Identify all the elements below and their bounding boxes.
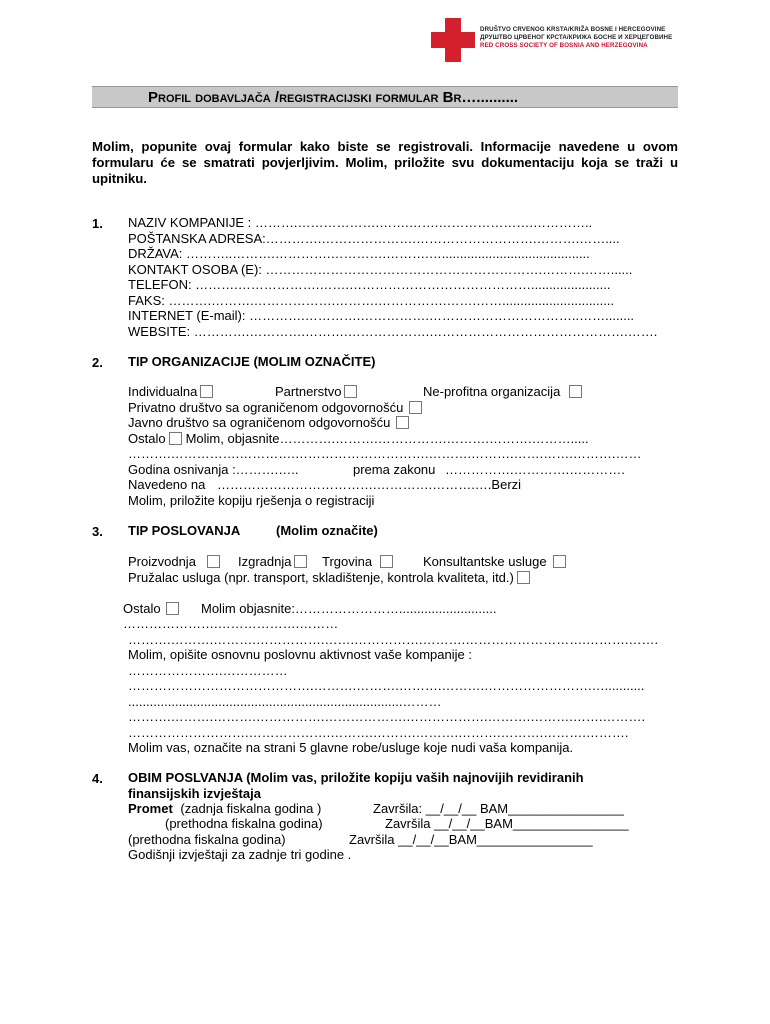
- business-other-label: Ostalo: [123, 601, 161, 616]
- business-other-checkbox[interactable]: [166, 602, 179, 615]
- turnover-row2-period: (prethodna fiskalna godina): [165, 816, 323, 831]
- section1-number: 1.: [92, 216, 103, 231]
- turnover-row2-ended[interactable]: Završila __/__/__BAM________________: [385, 816, 629, 831]
- section2-heading: TIP ORGANIZACIJE (MOLIM OZNAČITE): [128, 354, 376, 369]
- private-company-checkbox[interactable]: [409, 401, 422, 414]
- consulting-option: [423, 554, 566, 569]
- turnover-label: Promet: [128, 801, 173, 816]
- intro-paragraph: Molim, popunite ovaj formular kako biste se registrovali. Informacije navedene u ovom formularu će se smatrati povjerljivim. Molim, priložite svu dokumentaciju koja se traži u upitniku.: [92, 139, 678, 186]
- page-title: Profil dobavljača /registracijski formular Br…..........: [148, 89, 519, 106]
- section4-heading-line1: OBIM POSLVANJA (Molim vas, priložite kopiju vaših najnovijih revidiranih: [128, 770, 584, 785]
- fax-field[interactable]: FAKS: ……….……….……………….……….…………….…….……...............................: [128, 293, 615, 308]
- org-other-label: Ostalo: [128, 431, 166, 446]
- org-other-option: [128, 431, 589, 447]
- postal-address-field[interactable]: POŠTANSKA ADRESA:………….………………….……………………….……….……....: [128, 231, 620, 246]
- phone-field[interactable]: TELEFON: ……….……………….…….……………………………………......................: [128, 277, 611, 292]
- red-cross-logo-icon: [431, 18, 475, 62]
- turnover-row3-ended[interactable]: Završila __/__/__BAM________________: [349, 832, 593, 847]
- business-other-option: [123, 601, 179, 616]
- construction-option: [238, 554, 307, 569]
- website-field[interactable]: WEBSITE: ………….………….……….……………….……………………………………….…….: [128, 324, 658, 339]
- business-explain-dots[interactable]: ………………….……………….………: [123, 616, 339, 631]
- section3-heading-note: (Molim označite): [276, 523, 378, 538]
- turnover-row1-ended[interactable]: Završila: __/__/__ BAM________________: [373, 801, 624, 816]
- activity-field-2[interactable]: …………………………………….……….……….……….……….…………………….…...........: [128, 678, 645, 693]
- turnover-row-1: [128, 801, 321, 817]
- listed-on-label: Navedeno na: [128, 477, 206, 492]
- public-company-label: Javno društvo sa ograničenom odgovornošću: [128, 415, 391, 430]
- trade-option: [322, 554, 393, 569]
- top-goods-note: Molim vas, označite na strani 5 glavne robe/usluge koje nudi vaša kompanija.: [128, 740, 574, 755]
- production-checkbox[interactable]: [207, 555, 220, 568]
- partnership-label: Partnerstvo: [275, 384, 342, 399]
- org-type-row1: [128, 384, 213, 400]
- activity-field-3[interactable]: ............................................................................………: [128, 694, 442, 709]
- by-law-input[interactable]: …………….………….………….: [445, 462, 625, 477]
- nonprofit-label: Ne-profitna organizacija: [423, 384, 561, 399]
- production-option: [128, 554, 220, 570]
- org-explain-field[interactable]: Molim, objasnite………….……….…………….……….……….……….....: [185, 431, 589, 446]
- services-option: [128, 570, 530, 586]
- public-company-checkbox[interactable]: [396, 416, 409, 429]
- services-checkbox[interactable]: [517, 571, 530, 584]
- activity-field-5[interactable]: ……………………….……………….……….……….……….……….……….……….……….: [128, 725, 629, 740]
- listed-on-input[interactable]: ……………………………….………….……….….: [216, 477, 492, 492]
- nonprofit-checkbox[interactable]: [569, 385, 582, 398]
- email-field[interactable]: INTERNET (E-mail): ………….………….…………….……………………………..……........: [128, 308, 635, 323]
- section3-number: 3.: [92, 524, 103, 539]
- org-explain-continued[interactable]: ……….…………….………….………………………….……….……….…….…….……….……: [128, 446, 642, 461]
- individual-checkbox[interactable]: [200, 385, 213, 398]
- nonprofit-option: [423, 384, 582, 399]
- exchange-label: Berzi: [491, 477, 522, 492]
- activity-field-4[interactable]: ……….……….……….…………….……………….……………….……….……….…….……….: [128, 709, 646, 724]
- construction-label: Izgradnja: [238, 554, 292, 569]
- construction-checkbox[interactable]: [294, 555, 307, 568]
- business-explain-continued[interactable]: ……….……….……….…………….…….…………….……….……………………….……….…….: [128, 632, 659, 647]
- consulting-checkbox[interactable]: [553, 555, 566, 568]
- consulting-label: Konsultantske usluge: [423, 554, 547, 569]
- business-explain-field[interactable]: Molim objasnite:……………………...........................: [201, 601, 497, 616]
- company-name-field[interactable]: NAZIV KOMPANIJE : ……….……………….…….…….………………….…………..: [128, 215, 593, 230]
- production-label: Proizvodnja: [128, 554, 196, 569]
- private-company-option: [128, 400, 422, 416]
- organization-name: [480, 26, 672, 50]
- by-law-label: prema zakonu: [353, 462, 436, 477]
- section4-number: 4.: [92, 771, 103, 786]
- country-field[interactable]: DRŽAVA: ………..……….………….………….……….….........................................: [128, 246, 590, 261]
- private-company-label: Privatno društvo sa ograničenom odgovornošću: [128, 400, 404, 415]
- org-name-latin: DRUŠTVO CRVENOG KRSTA/KRIŽA BOSNE I HERCEGOVINE: [480, 26, 666, 33]
- trade-label: Trgovina: [322, 554, 373, 569]
- stock-exchange-field: [128, 477, 521, 493]
- trade-checkbox[interactable]: [380, 555, 393, 568]
- public-company-option: [128, 415, 409, 431]
- partnership-option: [275, 384, 357, 399]
- org-name-english: RED CROSS SOCIETY OF BOSNIA AND HERZEGOVINA: [480, 42, 648, 49]
- turnover-row1-period: (zadnja fiskalna godina ): [180, 801, 322, 816]
- section3-heading: TIP POSLOVANJA: [128, 523, 241, 538]
- turnover-row3-period: (prethodna fiskalna godina): [128, 832, 286, 847]
- services-label: Pružalac usluga (npr. transport, skladištenje, kontrola kvaliteta, itd.): [128, 570, 514, 585]
- org-other-checkbox[interactable]: [169, 432, 182, 445]
- founded-year-field[interactable]: Godina osnivanja :……….…..: [128, 462, 299, 477]
- individual-label: Individualna: [128, 384, 198, 399]
- section2-number: 2.: [92, 355, 103, 370]
- by-law-field: [353, 462, 625, 477]
- annual-reports-note: Godišnji izvještaji za zadnje tri godine .: [128, 847, 352, 862]
- describe-activity-label: Molim, opišite osnovnu poslovnu aktivnost vaše kompanije :: [128, 647, 472, 662]
- partnership-checkbox[interactable]: [344, 385, 357, 398]
- contact-person-field[interactable]: KONTAKT OSOBA (E): ……………………………………………………….……….……......: [128, 262, 633, 277]
- section4-heading-line2: finansijskih izvještaja: [128, 786, 261, 801]
- activity-field-1[interactable]: ………………….……………: [128, 663, 288, 678]
- registration-attach-note: Molim, priložite kopiju rješenja o registraciji: [128, 493, 375, 508]
- org-name-cyrillic: ДРУШТВО ЦРВЕНОГ КРСТА/КРИЖА БОСНЕ И ХЕРЦЕГОВИНЕ: [480, 34, 673, 41]
